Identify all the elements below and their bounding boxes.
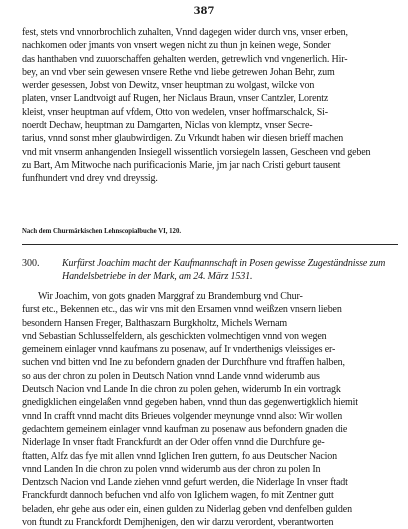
text-line: Niderlage In vnser ftadt Franckfurdt an der Oder offen vnnd die Durchfure ge- xyxy=(22,437,325,449)
text-line: gnedigklichen eingelaßen vnnd gegeben haben, vnnd thun das gegenwertigklich hiemit xyxy=(22,397,358,409)
text-line: werder gesessen, Jobst von Dewitz, vnser heuptman zu wolgast, wilcke von xyxy=(22,80,315,92)
previous-document-text xyxy=(22,26,398,186)
source-citation: Nach dem Churmärkischen Lehnscopialbuche VI, 120. xyxy=(22,228,182,235)
text-line: besondern Hansen Freger, Balthaszarn Burgkholtz, Michels Wernam xyxy=(22,317,288,329)
text-line: suchen vnd bitten vnd Ine zu befondern gnaden der Durchfhure vnd ftraffen halben, xyxy=(22,357,345,369)
text-line: Franckfurdt dannoch befuchen vnd alfo von Iglichem wagen, fo mit Zentner gutt xyxy=(22,490,334,502)
text-line: nachkomen oder jmants von vnsert wegen nicht zu thun jn keinen wege, Sonder xyxy=(22,40,331,52)
text-line: beladen, ehr gehe aus oder ein, einen gulden zu Niderlag geben vnd denfelben gulden xyxy=(22,503,352,515)
text-line: vnnd Landen In die chron zu polen vnnd widerumb aus der chron zu polen In xyxy=(22,463,321,475)
text-line: gedachtem gemeinem einlager vnnd kaufman zu posenaw aus befondern gnaden die xyxy=(22,423,348,435)
text-line: ftatten, Alfz das fye mit allen vnnd Iglichen Iren guttern, fo aus Deutscher Nacion xyxy=(22,450,337,462)
section-divider xyxy=(22,244,398,245)
text-line: furst etc., Bekennen etc., das wir vns mit den Ersamen vnnd weißzen vnsern lieben xyxy=(22,304,342,316)
text-line: bey, an vnd vber sein gewesen vnsere Rethe vnd liebe getrewen Johan Behr, zum xyxy=(22,66,335,78)
text-line: vnd Sebastian Schlusselfeldern, als geschickten volmechtigen vnnd von wegen xyxy=(22,330,327,342)
text-line: fest, stets vnd vnnorbrochlich zuhalten, Vnnd dagegen wider durch vns, vnser erben, xyxy=(22,27,348,38)
text-line: tarius, vnnd sonst mher glaubwirdigen. Zu Vrkundt haben wir diesen brieff machen xyxy=(22,133,344,145)
document-body-text xyxy=(22,290,398,529)
heading-line: Handelsbetriebe in der Mark, am 24. März 1531. xyxy=(62,271,253,283)
text-line: noerdt Dechaw, heuptman zu Damgarten, Niclas von klemptz, vnser Secre- xyxy=(22,120,313,132)
text-line: platen, vnser Landtvoigt auf Rugen, her Niclaus Braun, vnser Cantzler, Lorentz xyxy=(22,93,329,105)
document-heading xyxy=(62,257,398,284)
text-line: zu Bart, Am Mitwoche nach purificacionis Marie, jm jar nach Cristi geburt tausent xyxy=(22,159,341,171)
text-line: Dentzsch Nacion vnd Lande ziehen vnnd gefurt werden, die Niderlage In vnser ftadt xyxy=(22,477,348,489)
text-line: Deutsch Nacion vnd Lande In die chron zu polen gehen, widerumb In ein vortragk xyxy=(22,384,341,396)
text-line: das hanthaben vnd zuuorschaffen gehalten werden, getrewlich vnd vngenerlich. Hir- xyxy=(22,53,348,65)
text-line: Wir Joachim, von gots gnaden Marggraf zu Brandemburg vnd Chur- xyxy=(38,291,303,302)
page-number: 387 xyxy=(193,6,215,17)
text-line: funfhundert vnd drey vnd dreyssig. xyxy=(22,173,158,185)
heading-line: Kurfürst Joachim macht der Kaufmannschaft in Posen gewisse Zugeständnisse zum xyxy=(62,258,386,269)
text-line: vnnd In crafft vnnd macht dits Brieues volgender meynunge vnnd also: Wir wollen xyxy=(22,410,343,422)
document-number: 300. xyxy=(22,258,40,269)
text-line: so aus der chron zu polen in Deutsch Nation vnnd Lande vnnd widerumb aus xyxy=(22,370,320,382)
text-line: gemeinem einlager vnnd kaufmans zu posenaw, auf Ir vnderthenigs vleissiges er- xyxy=(22,344,336,356)
text-line: kleist, vnser heuptman auf vfdem, Otto von wedelen, vnser hoffmarschalck, Si- xyxy=(22,106,328,118)
text-line: von ftundt zu Franckfordt Demjhenigen, den wir darzu verordent, vberantworten xyxy=(22,517,334,529)
text-line: vnd mit vnserm anhangenden Insiegell wissentlich vorsiegeln lassen, Gescheen vnd geben xyxy=(22,146,371,158)
